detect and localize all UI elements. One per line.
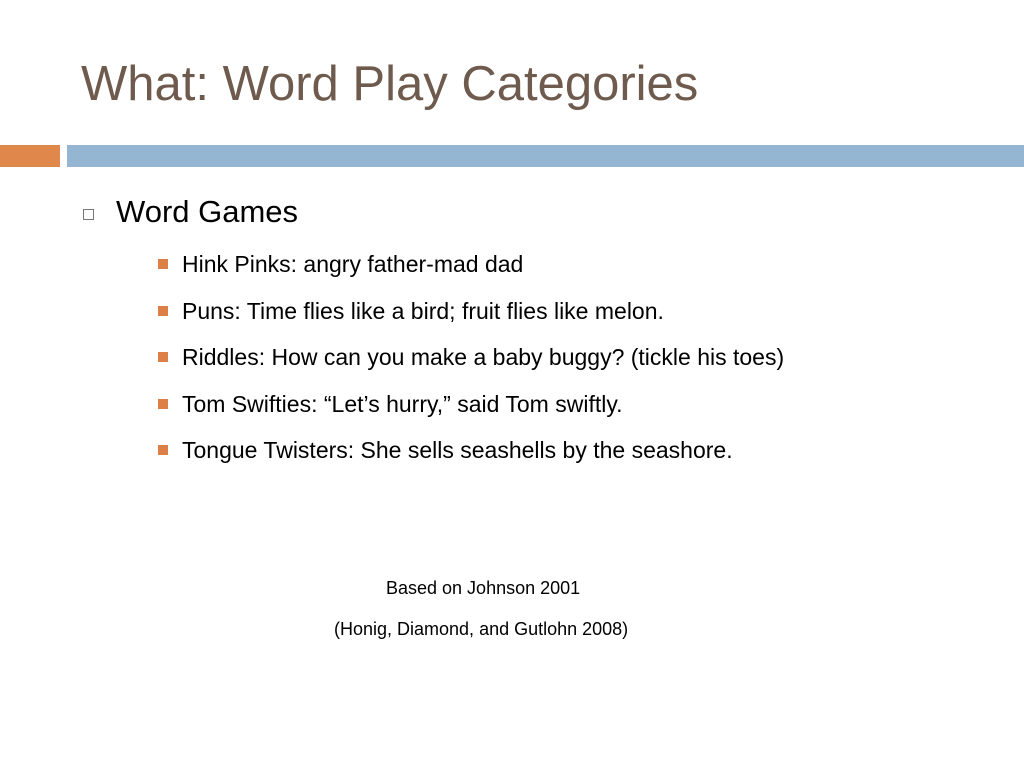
sub-bullet-text: Puns: Time flies like a bird; fruit flies like melon. xyxy=(182,297,664,324)
sub-bullet-text: Hink Pinks: angry father-mad dad xyxy=(182,251,524,278)
sub-bullet-tongue-twisters xyxy=(158,427,1008,474)
filled-square-icon xyxy=(158,445,168,455)
slide-title: What: Word Play Categories xyxy=(81,57,699,111)
filled-square-icon xyxy=(158,259,168,269)
sub-bullet-hink-pinks xyxy=(158,241,1008,288)
filled-square-icon xyxy=(158,399,168,409)
sub-bullet-text: Riddles: How can you make a baby buggy? (tickle his toes) xyxy=(182,344,785,371)
bullet-word-games-text: Word Games xyxy=(116,194,299,229)
accent-bar-blue xyxy=(67,145,1024,167)
sub-bullet-puns xyxy=(158,288,1008,335)
bullet-word-games xyxy=(83,190,298,234)
filled-square-icon xyxy=(158,352,168,362)
citation-honig: (Honig, Diamond, and Gutlohn 2008) xyxy=(334,619,629,639)
hollow-square-icon xyxy=(83,209,94,220)
sub-bullet-list xyxy=(158,241,1008,474)
sub-bullet-riddles xyxy=(158,334,1008,381)
sub-bullet-text: Tongue Twisters: She sells seashells by the seashore. xyxy=(182,437,733,464)
sub-bullet-tom-swifties xyxy=(158,381,1008,428)
citation-johnson: Based on Johnson 2001 xyxy=(386,578,581,598)
filled-square-icon xyxy=(158,306,168,316)
sub-bullet-text: Tom Swifties: “Let’s hurry,” said Tom swiftly. xyxy=(182,390,623,417)
accent-bar-orange xyxy=(0,145,60,167)
